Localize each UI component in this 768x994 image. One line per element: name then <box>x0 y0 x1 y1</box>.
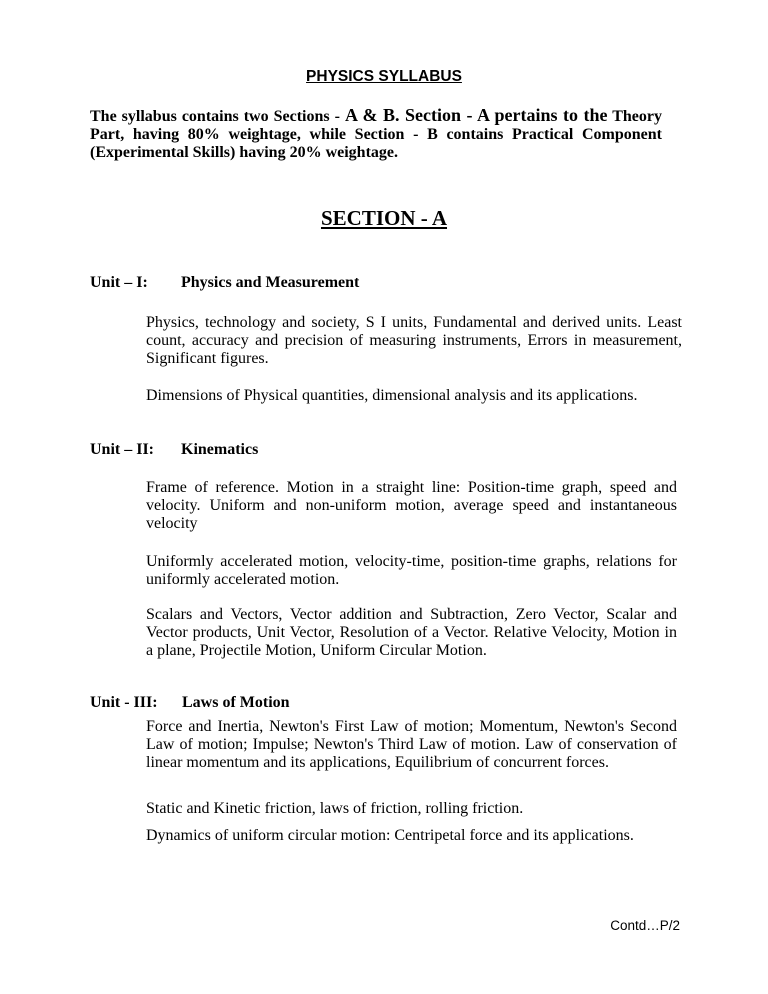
intro-paragraph <box>90 106 662 162</box>
unit-paragraph: Uniformly accelerated motion, velocity-time, position-time graphs, relations for uniformly accelerated motion. <box>146 553 677 588</box>
continued-footer: Contd…P/2 <box>610 918 680 933</box>
unit-paragraph: Scalars and Vectors, Vector addition and Subtraction, Zero Vector, Scalar and Vector products, Unit Vector, Resolution of a Vector. Relative Velocity, Motion in a plane, Projectile Motion, Uniform Circular Motion. <box>146 606 677 659</box>
page-title: PHYSICS SYLLABUS <box>306 68 462 85</box>
unit-label: Unit – I: <box>90 274 148 291</box>
unit-name: Laws of Motion <box>182 694 290 711</box>
unit-heading <box>90 694 290 712</box>
unit-name: Physics and Measurement <box>181 274 360 291</box>
intro-part-3: Theory Part, having 80% weightage, while Section - B contains Practical Component (Experimental Skills) having 20% weightage. <box>90 108 663 161</box>
unit-paragraph: Frame of reference. Motion in a straight line: Position-time graph, speed and velocity. Uniform and non-uniform motion, average speed and instantaneous velocity <box>146 479 677 532</box>
intro-part-1: The syllabus contains two Sections - <box>90 108 345 125</box>
section-heading: SECTION - A <box>320 206 448 230</box>
unit-paragraph: Physics, technology and society, S I units, Fundamental and derived units. Least count, accuracy and precision of measuring instruments, Errors in measurement, Significant figures. <box>146 314 682 367</box>
unit-heading <box>90 441 259 459</box>
unit-paragraph: Force and Inertia, Newton's First Law of motion; Momentum, Newton's Second Law of motion; Impulse; Newton's Third Law of motion. Law of conservation of linear momentum and its applications, Equilibrium of concurrent forces. <box>146 718 677 771</box>
unit-name: Kinematics <box>181 441 259 458</box>
unit-paragraph: Static and Kinetic friction, laws of friction, rolling friction. <box>146 800 524 817</box>
intro-part-2: A & B. Section - A pertains to the <box>344 105 608 125</box>
unit-paragraph: Dimensions of Physical quantities, dimensional analysis and its applications. <box>146 387 638 404</box>
unit-label: Unit - III: <box>90 694 158 711</box>
unit-label: Unit – II: <box>90 441 155 458</box>
unit-paragraph: Dynamics of uniform circular motion: Centripetal force and its applications. <box>146 827 634 844</box>
unit-heading <box>90 274 360 292</box>
